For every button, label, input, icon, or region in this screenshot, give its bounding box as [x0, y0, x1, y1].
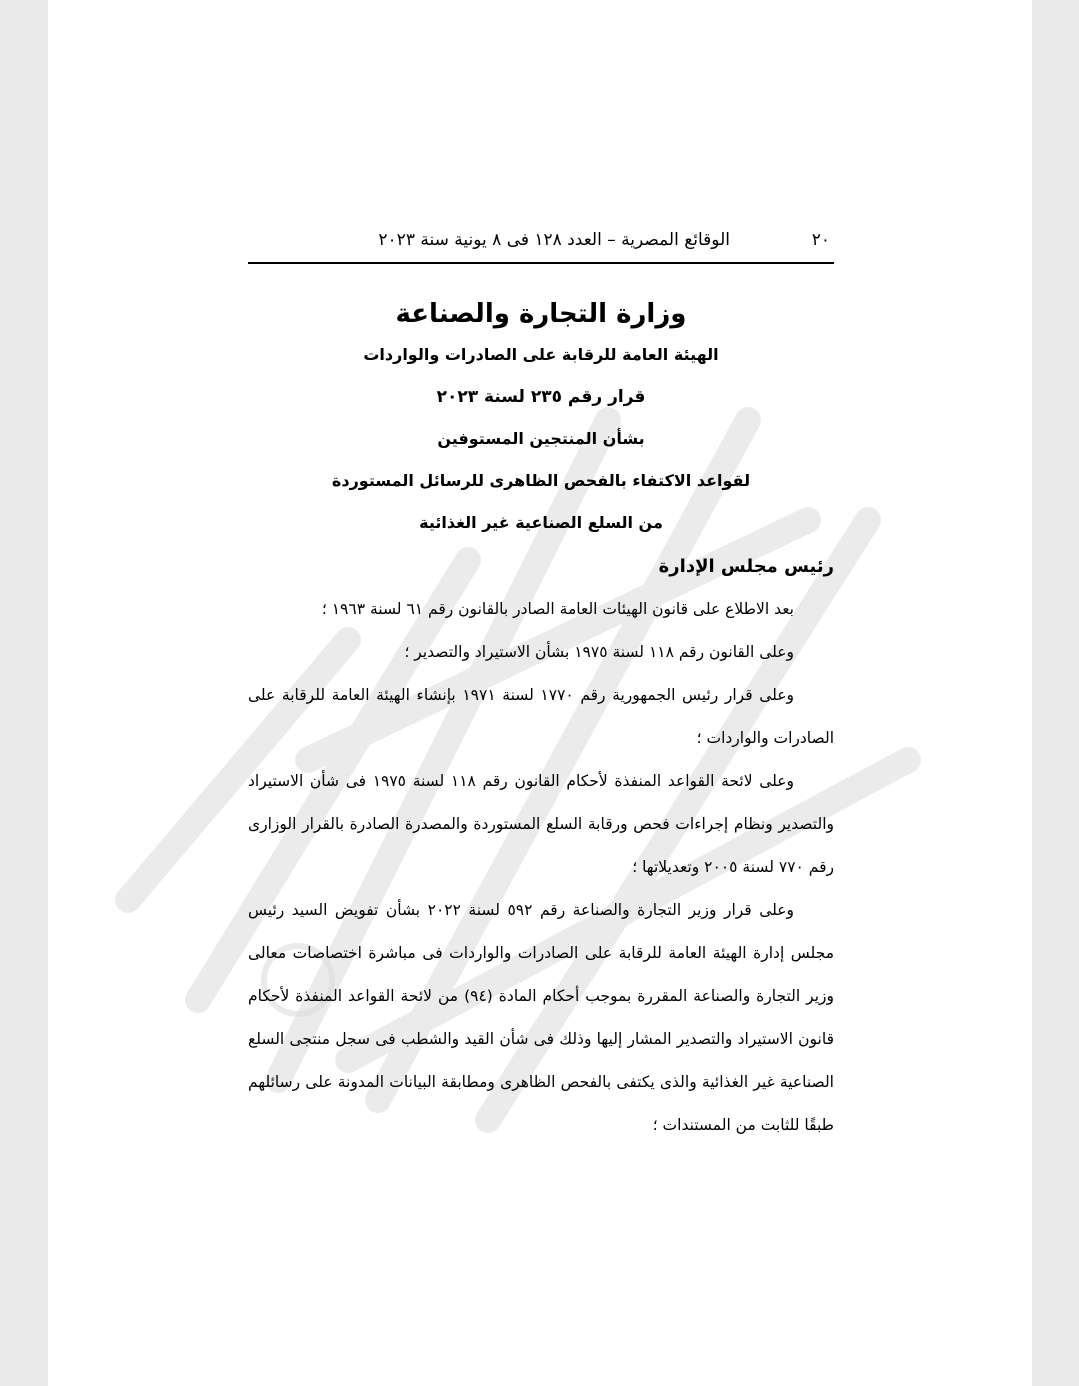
- paragraph: بعد الاطلاع على قانون الهيئات العامة الصادر بالقانون رقم ٦١ لسنة ١٩٦٣ ؛: [321, 600, 794, 618]
- decision-number: قرار رقم ٢٣٥ لسنة ٢٠٢٣: [436, 387, 646, 407]
- paragraph: وعلى قرار وزير التجارة والصناعة رقم ٥٩٢ لسنة ٢٠٢٢ بشأن تفويض السيد رئيس مجلس إدارة الهيئة العامة للرقابة على الصادرات والواردات فى مباشرة اختصاصات معالى وزير التجارة والصناعة المقررة بموجب أحكام المادة (٩٤) من لائحة القواعد المنفذة لأحكام قانون الاستيراد والتصدير المشار إليها وذلك فى شأن القيد والشطب فى سجل منتجى السلع الصناعية غير الغذائية والذى يكتفى بالفحص الظاهرى ومطابقة البيانات المدونة على رسائلهم طبقًا للثابت من المستندات ؛: [248, 901, 835, 1134]
- chairman-heading: رئيس مجلس الإدارة: [658, 556, 834, 577]
- paragraph: وعلى لائحة القواعد المنفذة لأحكام القانون رقم ١١٨ لسنة ١٩٧٥ فى شأن الاستيراد والتصدير ونظام إجراءات فحص ورقابة السلع المستوردة والمصدرة الصادرة بالقرار الوزارى رقم ٧٧٠ لسنة ٢٠٠٥ وتعديلاتها ؛: [248, 772, 834, 876]
- document-body: [248, 280, 834, 1147]
- paragraph: وعلى القانون رقم ١١٨ لسنة ١٩٧٥ بشأن الاستيراد والتصدير ؛: [404, 643, 794, 661]
- document-page: [48, 0, 1032, 1386]
- subject-line-2: لقواعد الاكتفاء بالفحص الظاهرى للرسائل المستوردة: [331, 471, 751, 490]
- subject-line-3: من السلع الصناعية غير الغذائية: [419, 513, 663, 532]
- gazette-title: الوقائع المصرية – العدد ١٢٨ فى ٨ يونية سنة ٢٠٢٣: [378, 230, 730, 250]
- subject-line-1: بشأن المنتجين المستوفين: [437, 429, 645, 448]
- ministry-title: وزارة التجارة والصناعة: [395, 299, 687, 329]
- authority-name: الهيئة العامة للرقابة على الصادرات والواردات: [363, 345, 719, 364]
- page-number: ٢٠: [811, 230, 830, 250]
- paragraph: وعلى قرار رئيس الجمهورية رقم ١٧٧٠ لسنة ١٩٧١ بإنشاء الهيئة العامة للرقابة على الصادرات والواردات ؛: [248, 686, 834, 747]
- page-header: [248, 226, 834, 264]
